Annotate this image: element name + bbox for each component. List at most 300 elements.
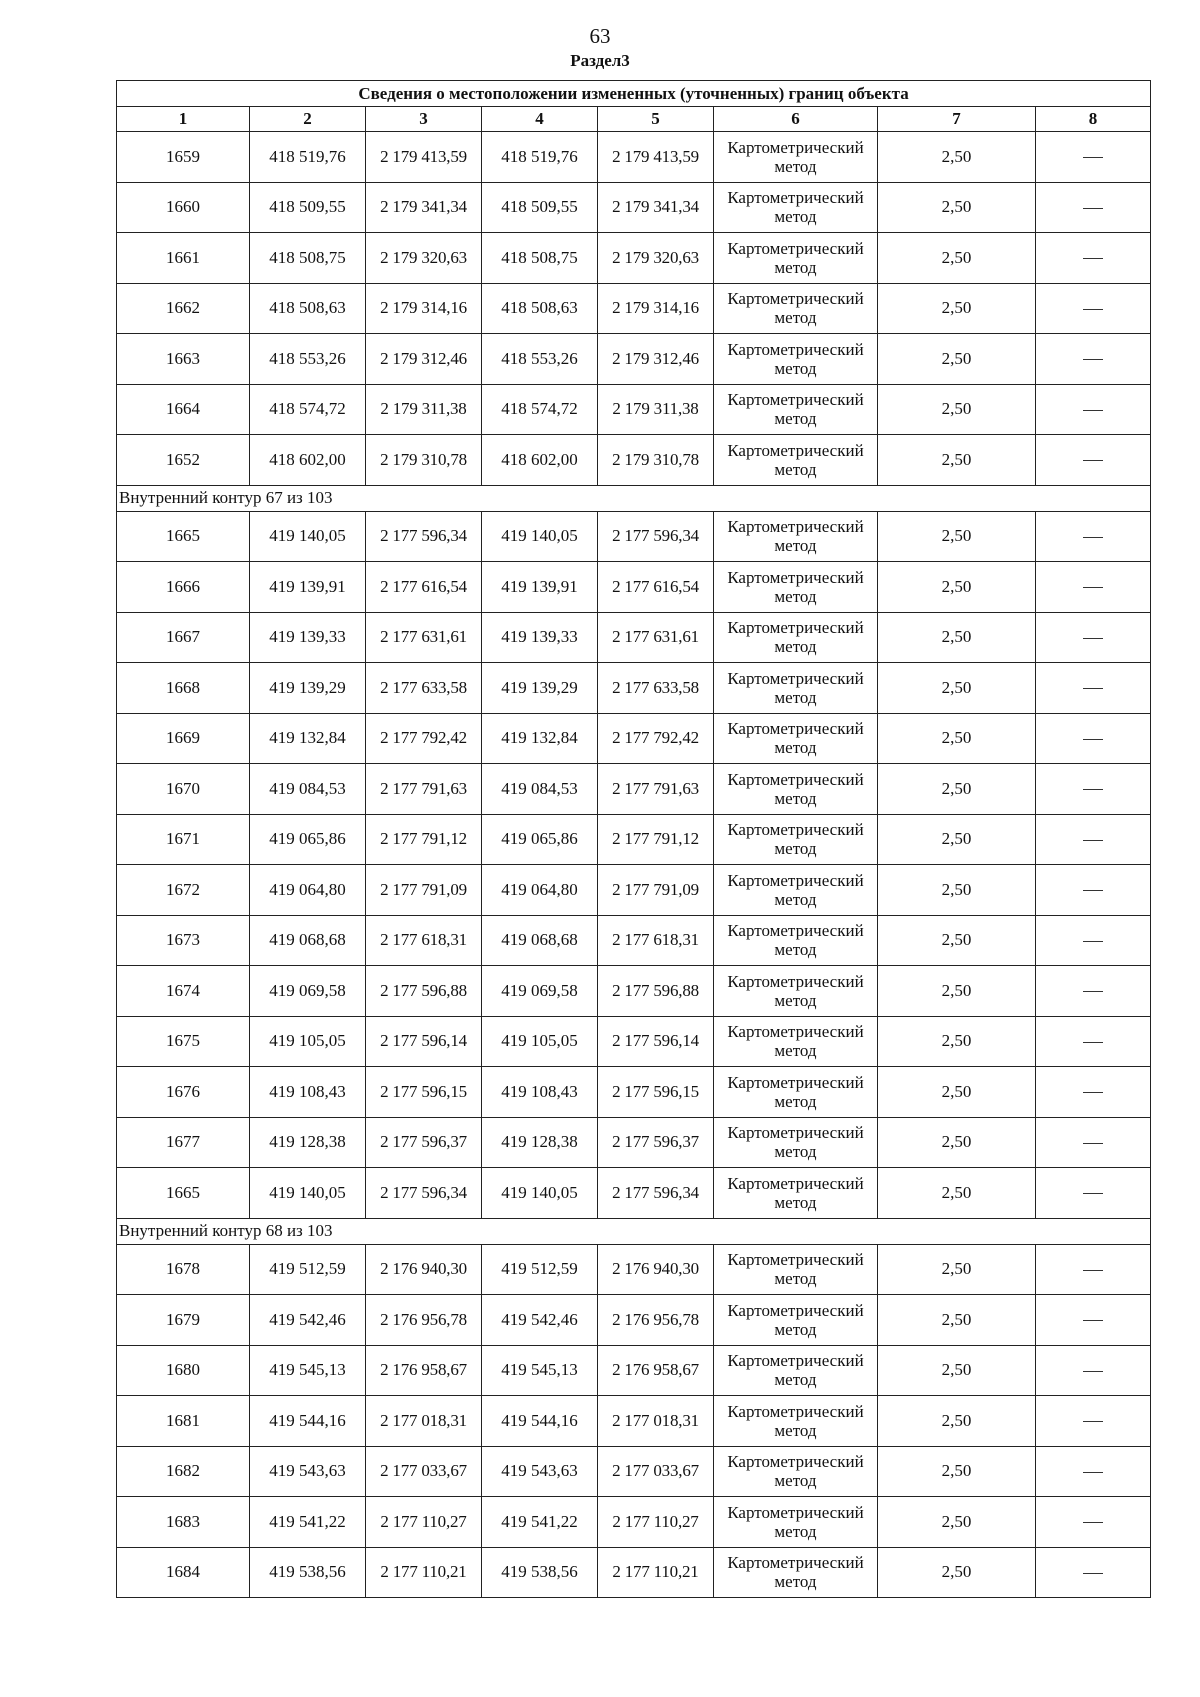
cell-y-new: 2 177 033,67: [598, 1446, 714, 1497]
cell-y-existing: 2 177 791,63: [366, 764, 482, 815]
table-row: [117, 1547, 1151, 1598]
cell-x-existing: 419 084,53: [250, 764, 366, 815]
cell-method: [714, 1497, 878, 1548]
cell-accuracy: 2,50: [878, 915, 1036, 966]
cell-x-new: 419 542,46: [482, 1295, 598, 1346]
cell-y-existing: 2 177 791,09: [366, 865, 482, 916]
table-row: [117, 1168, 1151, 1219]
dash-mark: [1083, 157, 1103, 158]
cell-method: [714, 1117, 878, 1168]
cell-description: [1036, 865, 1151, 916]
cell-y-new: 2 177 596,15: [598, 1067, 714, 1118]
cell-point-number: 1681: [117, 1396, 250, 1447]
table-row: [117, 435, 1151, 486]
cell-x-existing: 418 508,75: [250, 233, 366, 284]
boundary-coordinates-table: [116, 80, 1151, 1598]
cell-description: [1036, 1244, 1151, 1295]
cell-y-existing: 2 179 341,34: [366, 182, 482, 233]
cell-description: [1036, 764, 1151, 815]
cell-point-number: 1673: [117, 915, 250, 966]
cell-x-new: 419 139,33: [482, 612, 598, 663]
dash-mark: [1083, 1320, 1103, 1321]
dash-mark: [1083, 638, 1103, 639]
column-number-1: 1: [117, 107, 250, 132]
cell-method: [714, 562, 878, 613]
cell-accuracy: 2,50: [878, 1345, 1036, 1396]
cell-point-number: 1676: [117, 1067, 250, 1118]
cell-point-number: 1674: [117, 966, 250, 1017]
cell-point-number: 1662: [117, 283, 250, 334]
cell-y-new: 2 177 618,31: [598, 915, 714, 966]
cell-accuracy: 2,50: [878, 1168, 1036, 1219]
dash-mark: [1083, 1522, 1103, 1523]
cell-x-new: 419 108,43: [482, 1067, 598, 1118]
cell-y-existing: 2 177 633,58: [366, 663, 482, 714]
cell-x-new: 419 065,86: [482, 814, 598, 865]
cell-x-existing: 419 140,05: [250, 511, 366, 562]
cell-x-new: 419 069,58: [482, 966, 598, 1017]
cell-x-new: 419 538,56: [482, 1547, 598, 1598]
table-row: [117, 1244, 1151, 1295]
cell-x-existing: 418 509,55: [250, 182, 366, 233]
cell-accuracy: 2,50: [878, 1396, 1036, 1447]
cell-method: [714, 1345, 878, 1396]
cell-y-new: 2 179 314,16: [598, 283, 714, 334]
cell-method: [714, 915, 878, 966]
table-row: [117, 713, 1151, 764]
cell-point-number: 1652: [117, 435, 250, 486]
cell-x-new: 419 068,68: [482, 915, 598, 966]
method-text: Картометрический метод: [727, 188, 864, 227]
dash-mark: [1083, 1421, 1103, 1422]
cell-accuracy: 2,50: [878, 713, 1036, 764]
cell-x-new: 418 574,72: [482, 384, 598, 435]
cell-x-existing: 419 140,05: [250, 1168, 366, 1219]
table-row: [117, 1067, 1151, 1118]
cell-description: [1036, 562, 1151, 613]
cell-y-existing: 2 177 792,42: [366, 713, 482, 764]
table-row: [117, 511, 1151, 562]
cell-y-new: 2 179 310,78: [598, 435, 714, 486]
cell-description: [1036, 1446, 1151, 1497]
cell-x-existing: 418 574,72: [250, 384, 366, 435]
cell-method: [714, 132, 878, 183]
cell-point-number: 1667: [117, 612, 250, 663]
table-row: [117, 283, 1151, 334]
cell-y-new: 2 176 940,30: [598, 1244, 714, 1295]
cell-point-number: 1677: [117, 1117, 250, 1168]
table-row: [117, 334, 1151, 385]
cell-description: [1036, 1016, 1151, 1067]
cell-method: [714, 283, 878, 334]
cell-point-number: 1664: [117, 384, 250, 435]
section-title: Раздел3: [570, 51, 630, 70]
cell-x-new: 419 140,05: [482, 511, 598, 562]
method-text: Картометрический метод: [727, 971, 864, 1010]
dash-mark: [1083, 587, 1103, 588]
cell-x-existing: 419 512,59: [250, 1244, 366, 1295]
table-row: [117, 1295, 1151, 1346]
cell-description: [1036, 384, 1151, 435]
cell-y-new: 2 177 110,27: [598, 1497, 714, 1548]
cell-x-new: 419 128,38: [482, 1117, 598, 1168]
cell-y-new: 2 177 633,58: [598, 663, 714, 714]
method-text: Картометрический метод: [727, 769, 864, 808]
cell-point-number: 1661: [117, 233, 250, 284]
cell-accuracy: 2,50: [878, 233, 1036, 284]
cell-x-new: 418 508,63: [482, 283, 598, 334]
cell-y-existing: 2 177 596,14: [366, 1016, 482, 1067]
cell-x-existing: 419 544,16: [250, 1396, 366, 1447]
cell-method: [714, 612, 878, 663]
cell-y-existing: 2 176 958,67: [366, 1345, 482, 1396]
cell-point-number: 1683: [117, 1497, 250, 1548]
cell-point-number: 1682: [117, 1446, 250, 1497]
dash-mark: [1083, 991, 1103, 992]
contour-heading-row: [117, 485, 1151, 511]
dash-mark: [1083, 460, 1103, 461]
cell-accuracy: 2,50: [878, 1016, 1036, 1067]
cell-method: [714, 233, 878, 284]
cell-description: [1036, 435, 1151, 486]
cell-y-new: 2 176 956,78: [598, 1295, 714, 1346]
cell-description: [1036, 334, 1151, 385]
cell-x-new: 419 064,80: [482, 865, 598, 916]
cell-accuracy: 2,50: [878, 511, 1036, 562]
cell-point-number: 1663: [117, 334, 250, 385]
cell-y-new: 2 177 596,34: [598, 511, 714, 562]
cell-method: [714, 814, 878, 865]
cell-x-existing: 419 108,43: [250, 1067, 366, 1118]
cell-point-number: 1665: [117, 511, 250, 562]
column-number-8: 8: [1036, 107, 1151, 132]
cell-x-existing: 418 508,63: [250, 283, 366, 334]
cell-description: [1036, 814, 1151, 865]
column-number-7: 7: [878, 107, 1036, 132]
cell-accuracy: 2,50: [878, 132, 1036, 183]
table-row: [117, 1016, 1151, 1067]
cell-x-existing: 419 541,22: [250, 1497, 366, 1548]
cell-accuracy: 2,50: [878, 966, 1036, 1017]
cell-method: [714, 1547, 878, 1598]
cell-accuracy: 2,50: [878, 1497, 1036, 1548]
dash-mark: [1083, 258, 1103, 259]
cell-x-new: 418 509,55: [482, 182, 598, 233]
dash-mark: [1083, 359, 1103, 360]
cell-point-number: 1672: [117, 865, 250, 916]
dash-mark: [1083, 309, 1103, 310]
cell-y-existing: 2 177 596,34: [366, 1168, 482, 1219]
method-text: Картометрический метод: [727, 1502, 864, 1541]
method-text: Картометрический метод: [727, 289, 864, 328]
cell-y-existing: 2 177 018,31: [366, 1396, 482, 1447]
method-text: Картометрический метод: [727, 1553, 864, 1592]
table-row: [117, 182, 1151, 233]
cell-y-existing: 2 179 413,59: [366, 132, 482, 183]
cell-y-new: 2 177 631,61: [598, 612, 714, 663]
cell-x-new: 418 508,75: [482, 233, 598, 284]
table-row: [117, 1117, 1151, 1168]
dash-mark: [1083, 789, 1103, 790]
cell-y-new: 2 177 792,42: [598, 713, 714, 764]
dash-mark: [1083, 1270, 1103, 1271]
cell-x-existing: 419 543,63: [250, 1446, 366, 1497]
cell-x-existing: 419 128,38: [250, 1117, 366, 1168]
cell-description: [1036, 1168, 1151, 1219]
method-text: Картометрический метод: [727, 390, 864, 429]
cell-x-existing: 419 068,68: [250, 915, 366, 966]
cell-y-new: 2 179 413,59: [598, 132, 714, 183]
cell-x-existing: 419 139,91: [250, 562, 366, 613]
cell-accuracy: 2,50: [878, 764, 1036, 815]
table-row: [117, 612, 1151, 663]
cell-x-new: 419 543,63: [482, 1446, 598, 1497]
cell-y-existing: 2 177 110,27: [366, 1497, 482, 1548]
cell-method: [714, 1244, 878, 1295]
cell-y-new: 2 179 320,63: [598, 233, 714, 284]
cell-y-existing: 2 177 618,31: [366, 915, 482, 966]
dash-mark: [1083, 410, 1103, 411]
cell-description: [1036, 612, 1151, 663]
page-number: 63: [589, 24, 611, 48]
method-text: Картометрический метод: [727, 1022, 864, 1061]
cell-point-number: 1670: [117, 764, 250, 815]
cell-accuracy: 2,50: [878, 663, 1036, 714]
cell-accuracy: 2,50: [878, 334, 1036, 385]
cell-y-existing: 2 179 320,63: [366, 233, 482, 284]
dash-mark: [1083, 208, 1103, 209]
cell-method: [714, 1446, 878, 1497]
cell-y-existing: 2 177 596,34: [366, 511, 482, 562]
cell-y-existing: 2 176 940,30: [366, 1244, 482, 1295]
cell-point-number: 1684: [117, 1547, 250, 1598]
method-text: Картометрический метод: [727, 1401, 864, 1440]
method-text: Картометрический метод: [727, 339, 864, 378]
cell-method: [714, 1067, 878, 1118]
contour-label: Внутренний контур 67 из 103: [117, 485, 1151, 511]
cell-accuracy: 2,50: [878, 814, 1036, 865]
cell-point-number: 1669: [117, 713, 250, 764]
table-row: [117, 1345, 1151, 1396]
cell-x-existing: 419 069,58: [250, 966, 366, 1017]
method-text: Картометрический метод: [727, 1452, 864, 1491]
table-caption: Сведения о местоположении измененных (уточненных) границ объекта: [117, 81, 1151, 107]
cell-y-new: 2 177 791,63: [598, 764, 714, 815]
method-text: Картометрический метод: [727, 137, 864, 176]
cell-description: [1036, 511, 1151, 562]
cell-description: [1036, 663, 1151, 714]
table-row: [117, 562, 1151, 613]
method-text: Картометрический метод: [727, 567, 864, 606]
cell-y-existing: 2 176 956,78: [366, 1295, 482, 1346]
cell-point-number: 1675: [117, 1016, 250, 1067]
contour-label: Внутренний контур 68 из 103: [117, 1218, 1151, 1244]
dash-mark: [1083, 688, 1103, 689]
cell-point-number: 1660: [117, 182, 250, 233]
cell-x-new: 419 139,91: [482, 562, 598, 613]
dash-mark: [1083, 1092, 1103, 1093]
cell-method: [714, 334, 878, 385]
cell-x-new: 418 519,76: [482, 132, 598, 183]
cell-y-new: 2 177 596,34: [598, 1168, 714, 1219]
method-text: Картометрический метод: [727, 719, 864, 758]
cell-point-number: 1668: [117, 663, 250, 714]
cell-x-existing: 419 139,33: [250, 612, 366, 663]
cell-y-new: 2 176 958,67: [598, 1345, 714, 1396]
cell-x-existing: 418 553,26: [250, 334, 366, 385]
cell-description: [1036, 1117, 1151, 1168]
cell-y-new: 2 177 110,21: [598, 1547, 714, 1598]
method-text: Картометрический метод: [727, 1351, 864, 1390]
cell-method: [714, 384, 878, 435]
cell-method: [714, 764, 878, 815]
dash-mark: [1083, 941, 1103, 942]
cell-method: [714, 511, 878, 562]
table-row: [117, 1446, 1151, 1497]
table-row: [117, 814, 1151, 865]
cell-description: [1036, 1547, 1151, 1598]
cell-point-number: 1680: [117, 1345, 250, 1396]
cell-x-new: 419 541,22: [482, 1497, 598, 1548]
cell-y-existing: 2 177 110,21: [366, 1547, 482, 1598]
cell-y-existing: 2 177 596,15: [366, 1067, 482, 1118]
cell-description: [1036, 966, 1151, 1017]
cell-method: [714, 966, 878, 1017]
cell-description: [1036, 1295, 1151, 1346]
cell-accuracy: 2,50: [878, 562, 1036, 613]
cell-point-number: 1666: [117, 562, 250, 613]
cell-x-new: 419 139,29: [482, 663, 598, 714]
cell-y-existing: 2 179 310,78: [366, 435, 482, 486]
cell-method: [714, 1396, 878, 1447]
cell-x-new: 419 140,05: [482, 1168, 598, 1219]
table-row: [117, 663, 1151, 714]
cell-y-existing: 2 177 616,54: [366, 562, 482, 613]
cell-method: [714, 1295, 878, 1346]
cell-y-new: 2 179 341,34: [598, 182, 714, 233]
cell-accuracy: 2,50: [878, 612, 1036, 663]
method-text: Картометрический метод: [727, 820, 864, 859]
cell-y-existing: 2 177 033,67: [366, 1446, 482, 1497]
method-text: Картометрический метод: [727, 618, 864, 657]
cell-point-number: 1678: [117, 1244, 250, 1295]
cell-accuracy: 2,50: [878, 1446, 1036, 1497]
cell-y-existing: 2 177 631,61: [366, 612, 482, 663]
cell-x-existing: 418 602,00: [250, 435, 366, 486]
cell-x-existing: 419 064,80: [250, 865, 366, 916]
cell-y-existing: 2 177 596,37: [366, 1117, 482, 1168]
cell-accuracy: 2,50: [878, 1547, 1036, 1598]
method-text: Картометрический метод: [727, 1123, 864, 1162]
method-text: Картометрический метод: [727, 1250, 864, 1289]
dash-mark: [1083, 1371, 1103, 1372]
cell-x-new: 418 602,00: [482, 435, 598, 486]
cell-y-new: 2 177 596,14: [598, 1016, 714, 1067]
table-row: [117, 865, 1151, 916]
table-row: [117, 384, 1151, 435]
cell-accuracy: 2,50: [878, 384, 1036, 435]
cell-y-existing: 2 179 314,16: [366, 283, 482, 334]
column-number-3: 3: [366, 107, 482, 132]
cell-accuracy: 2,50: [878, 1244, 1036, 1295]
cell-description: [1036, 1497, 1151, 1548]
method-text: Картометрический метод: [727, 668, 864, 707]
table-row: [117, 764, 1151, 815]
cell-accuracy: 2,50: [878, 865, 1036, 916]
cell-x-existing: 419 139,29: [250, 663, 366, 714]
cell-y-existing: 2 179 311,38: [366, 384, 482, 435]
cell-accuracy: 2,50: [878, 1117, 1036, 1168]
cell-accuracy: 2,50: [878, 435, 1036, 486]
cell-accuracy: 2,50: [878, 1295, 1036, 1346]
table-row: [117, 1396, 1151, 1447]
cell-y-new: 2 177 596,88: [598, 966, 714, 1017]
cell-x-new: 419 105,05: [482, 1016, 598, 1067]
cell-y-new: 2 177 791,09: [598, 865, 714, 916]
cell-y-existing: 2 177 791,12: [366, 814, 482, 865]
cell-method: [714, 1016, 878, 1067]
cell-y-existing: 2 177 596,88: [366, 966, 482, 1017]
cell-method: [714, 182, 878, 233]
cell-x-existing: 418 519,76: [250, 132, 366, 183]
method-text: Картометрический метод: [727, 1300, 864, 1339]
table-row: [117, 915, 1151, 966]
cell-description: [1036, 1067, 1151, 1118]
cell-x-new: 419 545,13: [482, 1345, 598, 1396]
table-row: [117, 1497, 1151, 1548]
cell-x-new: 419 544,16: [482, 1396, 598, 1447]
cell-point-number: 1671: [117, 814, 250, 865]
cell-description: [1036, 132, 1151, 183]
cell-x-existing: 419 132,84: [250, 713, 366, 764]
table-row: [117, 966, 1151, 1017]
cell-x-existing: 419 065,86: [250, 814, 366, 865]
method-text: Картометрический метод: [727, 1173, 864, 1212]
cell-method: [714, 865, 878, 916]
dash-mark: [1083, 1472, 1103, 1473]
contour-heading-row: [117, 1218, 1151, 1244]
method-text: Картометрический метод: [727, 440, 864, 479]
cell-x-new: 419 084,53: [482, 764, 598, 815]
method-text: Картометрический метод: [727, 238, 864, 277]
dash-mark: [1083, 840, 1103, 841]
method-text: Картометрический метод: [727, 1072, 864, 1111]
cell-accuracy: 2,50: [878, 1067, 1036, 1118]
cell-x-new: 418 553,26: [482, 334, 598, 385]
cell-accuracy: 2,50: [878, 283, 1036, 334]
cell-description: [1036, 713, 1151, 764]
column-number-6: 6: [714, 107, 878, 132]
method-text: Картометрический метод: [727, 870, 864, 909]
dash-mark: [1083, 739, 1103, 740]
cell-y-new: 2 177 616,54: [598, 562, 714, 613]
dash-mark: [1083, 1042, 1103, 1043]
cell-x-existing: 419 542,46: [250, 1295, 366, 1346]
column-number-5: 5: [598, 107, 714, 132]
method-text: Картометрический метод: [727, 921, 864, 960]
cell-description: [1036, 1396, 1151, 1447]
cell-y-new: 2 177 791,12: [598, 814, 714, 865]
cell-x-existing: 419 105,05: [250, 1016, 366, 1067]
cell-y-new: 2 177 596,37: [598, 1117, 714, 1168]
cell-y-new: 2 179 312,46: [598, 334, 714, 385]
cell-y-new: 2 177 018,31: [598, 1396, 714, 1447]
cell-y-new: 2 179 311,38: [598, 384, 714, 435]
cell-method: [714, 663, 878, 714]
dash-mark: [1083, 1193, 1103, 1194]
cell-x-new: 419 132,84: [482, 713, 598, 764]
column-number-2: 2: [250, 107, 366, 132]
